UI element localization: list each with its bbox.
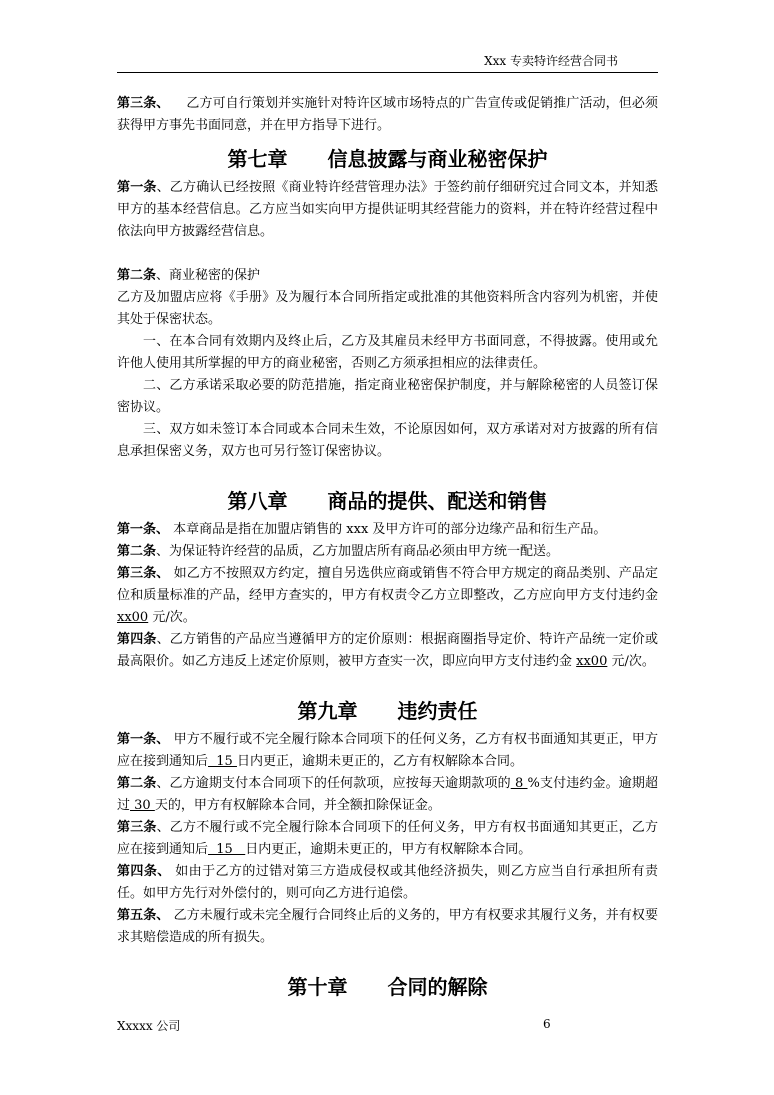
article-paragraph: 第一条、乙方确认已经按照《商业特许经营管理办法》于签约前仔细研究过合同文本，并知悉甲方的基本经营信息。乙方应当如实向甲方提供证明其经营能力的资料，并在特许经营过程中依法向甲方披露经营信息。 [117, 180, 658, 239]
chapter-number: 第七章 [227, 147, 288, 171]
chapter-title: 合同的解除 [387, 975, 488, 999]
page-number: 6 [543, 1017, 551, 1031]
article-paragraph: 第四条、 如由于乙方的过错对第三方造成侵权或其他经济损失，则乙方应当自行承担所有责任。如甲方先行对外偿付的，则可向乙方进行追偿。 [117, 864, 658, 901]
document-body [117, 93, 658, 1001]
article-paragraph: 第三条、 乙方可自行策划并实施针对特许区域市场特点的广告宣传或促销推广活动，但必须获得甲方事先书面同意，并在甲方指导下进行。 [117, 96, 658, 133]
page-header [117, 50, 658, 73]
article-paragraph: 第四条、乙方销售的产品应当遵循甲方的定价原则：根据商圈指导定价、特许产品统一定价或最高限价。如乙方违反上述定价原则，被甲方查实一次，即应向甲方支付违约金 xx00 元/次。 [117, 632, 658, 669]
body-paragraph: 三、双方如未签订本合同或本合同未生效，不论原因如何，双方承诺对对方披露的所有信息承担保密义务，双方也可另行签订保密协议。 [117, 422, 658, 459]
article-paragraph: 第五条、 乙方未履行或未完全履行合同终止后的义务的，甲方有权要求其履行义务，并有权要求其赔偿造成的所有损失。 [117, 908, 658, 945]
footer-company: Xxxxx 公司 [117, 1019, 181, 1033]
article-paragraph: 第三条、 如乙方不按照双方约定，擅自另选供应商或销售不符合甲方规定的商品类别、产品定位和质量标准的产品，经甲方查实的，甲方有权责令乙方立即整改，乙方应向甲方支付违约金 xx00 元/次。 [117, 566, 658, 625]
penalty-amount: xx00 [117, 610, 149, 625]
penalty-amount: xx00 [576, 654, 608, 669]
article-paragraph: 第一条、 本章商品是指在加盟店销售的 xxx 及甲方许可的部分边缘产品和衍生产品。 [117, 522, 607, 537]
chapter-heading [117, 697, 658, 725]
body-paragraph: 二、乙方承诺采取必要的防范措施，指定商业秘密保护制度，并与解除秘密的人员签订保密协议。 [117, 378, 658, 415]
article-paragraph: 第二条、乙方逾期支付本合同项下的任何款项，应按每天逾期款项的 8 %支付违约金。逾期超过 30 天的，甲方有权解除本合同，并全额扣除保证金。 [117, 776, 658, 813]
chapter-number: 第八章 [227, 489, 288, 513]
overdue-days: 30 [130, 798, 155, 813]
chapter-title: 违约责任 [397, 699, 478, 723]
chapter-heading [117, 973, 658, 1001]
chapter-heading [117, 487, 658, 515]
body-paragraph: 乙方及加盟店应将《手册》及为履行本合同所指定或批准的其他资料所含内容列为机密，并使其处于保密状态。 [117, 290, 658, 327]
article-paragraph: 第一条、 甲方不履行或不完全履行除本合同项下的任何义务，乙方有权书面通知其更正，甲方应在接到通知后 15 日内更正，逾期未更正的，乙方有权解除本合同。 [117, 732, 658, 769]
body-paragraph: 一、在本合同有效期内及终止后，乙方及其雇员未经甲方书面同意，不得披露。使用或允许他人使用其所掌握的甲方的商业秘密，否则乙方须承担相应的法律责任。 [117, 334, 658, 371]
article-paragraph: 第二条、商业秘密的保护 [117, 268, 261, 283]
chapter-number: 第十章 [287, 975, 348, 999]
penalty-rate: 8 [510, 776, 528, 791]
article-paragraph: 第三条、乙方不履行或不完全履行除本合同项下的任何义务，甲方有权书面通知其更正，乙方应在接到通知后 15 日内更正，逾期未更正的，甲方有权解除本合同。 [117, 820, 658, 857]
article-paragraph: 第二条、为保证特许经营的品质，乙方加盟店所有商品必须由甲方统一配送。 [117, 544, 560, 559]
chapter-title: 信息披露与商业秘密保护 [327, 147, 548, 171]
header-title: Xxx 专卖特许经营合同书 [484, 54, 618, 68]
chapter-title: 商品的提供、配送和销售 [327, 489, 548, 513]
chapter-number: 第九章 [297, 699, 358, 723]
deadline-days: 15 [208, 754, 237, 769]
chapter-heading [117, 145, 658, 173]
deadline-days: 15 [208, 842, 246, 857]
